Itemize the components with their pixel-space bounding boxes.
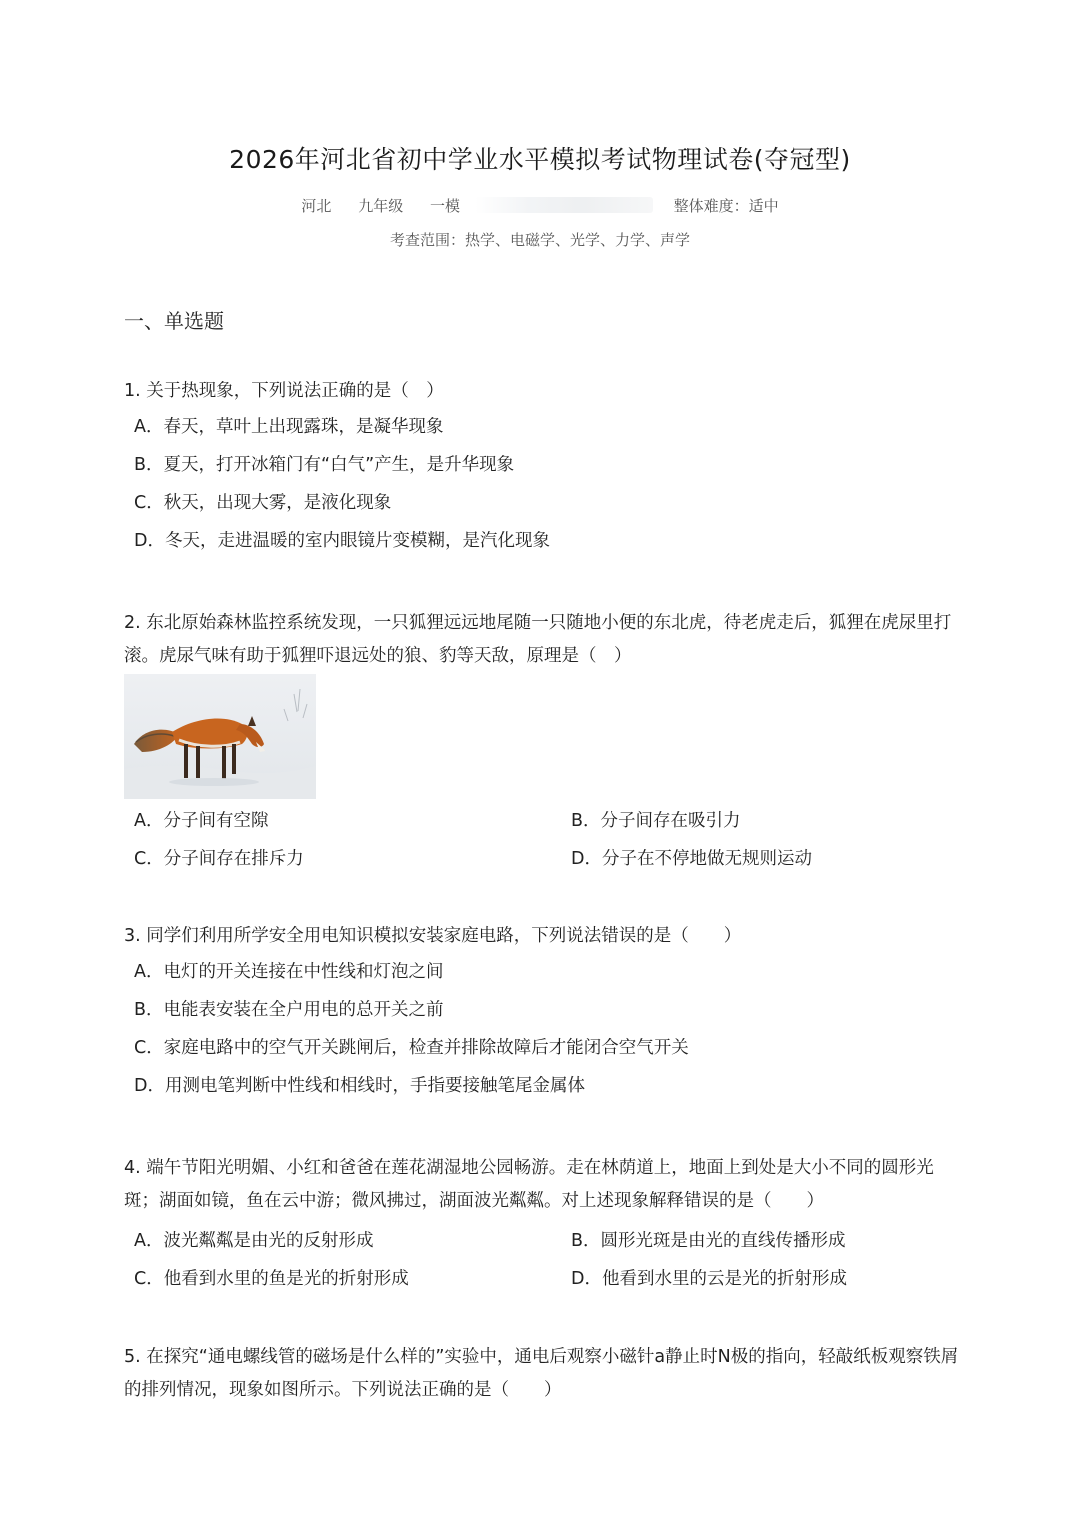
question-stem-line-2: 的排列情况，现象如图所示。下列说法正确的是（ ） xyxy=(124,1380,562,1400)
option-grid xyxy=(124,1222,994,1298)
option-c: C．秋天，出现大雾，是液化现象 xyxy=(134,493,392,513)
question-4 xyxy=(124,1152,994,1298)
section-title: 一、单选题 xyxy=(124,309,224,333)
option-d: D．用测电笔判断中性线和相线时，手指要接触笔尾金属体 xyxy=(134,1076,585,1096)
option-grid xyxy=(124,802,994,878)
redacted-area xyxy=(475,197,653,213)
question-2 xyxy=(124,607,994,673)
question-stem-line-2: 滚。虎尿气味有助于狐狸吓退远处的狼、豹等天敌，原理是（ ） xyxy=(124,646,632,666)
question-stem-line-1: 2. 东北原始森林监控系统发现，一只狐狸远远地尾随一只随地小便的东北虎，待老虎走后，狐狸在虎尿里打 xyxy=(124,613,952,633)
question-stem: 3. 同学们利用所学安全用电知识模拟安装家庭电路，下列说法错误的是（ ） xyxy=(124,926,742,946)
option-b: B．夏天，打开冰箱门有“白气”产生，是升华现象 xyxy=(134,455,515,475)
option-list xyxy=(124,408,994,560)
option-c: C．分子间存在排斥力 xyxy=(134,849,304,869)
option-c: C．他看到水里的鱼是光的折射形成 xyxy=(134,1269,409,1289)
option-a: A．分子间有空隙 xyxy=(134,811,269,831)
exam-meta-row xyxy=(0,195,1080,216)
meta-exam-type: 一模 xyxy=(430,197,461,215)
question-2-options xyxy=(124,802,994,878)
exam-scope: 考查范围：热学、电磁学、光学、力学、声学 xyxy=(389,231,690,249)
option-d: D．他看到水里的云是光的折射形成 xyxy=(571,1269,847,1289)
meta-difficulty: 整体难度：适中 xyxy=(673,197,779,215)
meta-grade: 九年级 xyxy=(358,197,404,215)
question-5 xyxy=(124,1341,994,1407)
option-a: A．波光粼粼是由光的反射形成 xyxy=(134,1231,374,1251)
option-d: D．分子在不停地做无规则运动 xyxy=(571,849,812,869)
exam-title: 2026年河北省初中学业水平模拟考试物理试卷(夺冠型) xyxy=(229,145,851,174)
meta-region: 河北 xyxy=(301,197,332,215)
question-1 xyxy=(124,375,994,560)
question-3 xyxy=(124,920,994,1105)
option-b: B．分子间存在吸引力 xyxy=(571,811,741,831)
option-c: C．家庭电路中的空气开关跳闸后，检查并排除故障后才能闭合空气开关 xyxy=(134,1038,689,1058)
option-list xyxy=(124,953,994,1105)
question-stem: 1. 关于热现象，下列说法正确的是（ ） xyxy=(124,381,444,401)
fox-in-snow-photo xyxy=(124,674,316,799)
question-stem-line-2: 斑；湖面如镜，鱼在云中游；微风拂过，湖面波光粼粼。对上述现象解释错误的是（ ） xyxy=(124,1191,824,1211)
option-d: D．冬天，走进温暖的室内眼镜片变模糊，是汽化现象 xyxy=(134,531,550,551)
option-b: B．圆形光斑是由光的直线传播形成 xyxy=(571,1231,846,1251)
option-b: B．电能表安装在全户用电的总开关之前 xyxy=(134,1000,444,1020)
question-stem-line-1: 4. 端午节阳光明媚、小红和爸爸在莲花湖湿地公园畅游。走在林荫道上，地面上到处是大小不同的圆形光 xyxy=(124,1158,934,1178)
option-a: A．春天，草叶上出现露珠，是凝华现象 xyxy=(134,417,444,437)
option-a: A．电灯的开关连接在中性线和灯泡之间 xyxy=(134,962,444,982)
question-stem-line-1: 5. 在探究“通电螺线管的磁场是什么样的”实验中，通电后观察小磁针a静止时N极的指向，轻敲纸板观察铁屑 xyxy=(124,1347,959,1367)
